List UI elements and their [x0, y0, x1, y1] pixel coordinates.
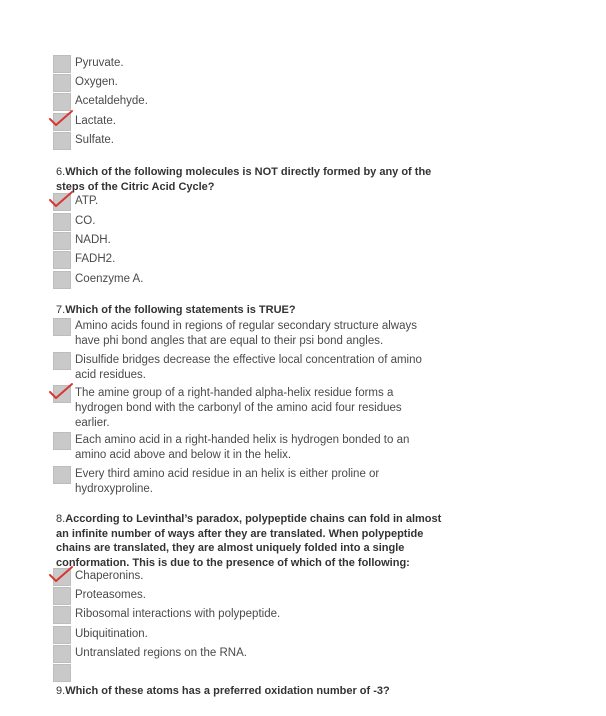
option-label: Proteasomes. [75, 589, 146, 601]
question-text: Which of the following molecules is NOT directly formed by any of the steps of the Citric Acid Cycle? [56, 166, 432, 193]
option-label: Ribosomal interactions with polypeptide. [75, 608, 281, 620]
question-7 [56, 303, 446, 318]
option-label: Ubiquitination. [75, 628, 148, 640]
option-label: Amino acids found in regions of regular secondary structure always have phi bond angles that are equal to their psi bond angles. [75, 320, 417, 347]
question-text: According to Levinthal’s paradox, polypeptide chains can fold in almost an infinite number of ways after they are translated. When polypeptide chains are translated, they are almost uniquely folded into a single conformation. This is due to the presence of which of the following: [56, 513, 442, 569]
question-6 [56, 165, 446, 194]
option-label: NADH. [75, 234, 111, 246]
checkbox[interactable] [53, 466, 71, 484]
question-9 [56, 684, 446, 699]
checkbox[interactable] [53, 645, 71, 663]
checkbox[interactable] [53, 318, 71, 336]
checkmark-icon [48, 109, 74, 127]
option-label: Coenzyme A. [75, 273, 144, 285]
option-label: Acetaldehyde. [75, 95, 148, 107]
option-label: Oxygen. [75, 76, 118, 88]
option-label: Untranslated regions on the RNA. [75, 647, 247, 659]
checkbox[interactable] [53, 664, 71, 682]
option-label: FADH2. [75, 253, 116, 265]
option-label: Sulfate. [75, 134, 114, 146]
option-label: The amine group of a right-handed alpha-helix residue forms a hydrogen bond with the carbonyl of the amino acid four residues earlier. [75, 387, 402, 429]
option-label: CO. [75, 215, 96, 227]
option-label: Every third amino acid residue in an helix is either proline or hydroxyproline. [75, 468, 380, 495]
checkbox[interactable] [53, 232, 71, 250]
option-label: Pyruvate. [75, 57, 124, 69]
checkmark-icon [48, 565, 74, 583]
checkbox[interactable] [53, 626, 71, 644]
option-label: Chaperonins. [75, 570, 144, 582]
checkbox[interactable] [53, 432, 71, 450]
checkbox[interactable] [53, 271, 71, 289]
question-number: 7. [56, 304, 66, 316]
question-text: Which of the following statements is TRUE? [65, 304, 296, 316]
checkbox[interactable] [53, 251, 71, 269]
option-label: Each amino acid in a right-handed helix is hydrogen bonded to an amino acid above and below it in the helix. [75, 434, 410, 461]
question-number: 8. [56, 513, 66, 525]
checkbox[interactable] [53, 55, 71, 73]
question-8 [56, 512, 446, 570]
question-number: 6. [56, 166, 66, 178]
checkbox[interactable] [53, 352, 71, 370]
checkmark-icon [48, 190, 74, 208]
checkbox[interactable] [53, 606, 71, 624]
checkmark-icon [48, 382, 74, 400]
checkbox[interactable] [53, 132, 71, 150]
option-label: Disulfide bridges decrease the effective local concentration of amino acid residues. [75, 354, 422, 381]
checkbox[interactable] [53, 213, 71, 231]
question-text: Which of these atoms has a preferred oxidation number of -3? [65, 685, 390, 697]
question-number: 9. [56, 685, 66, 697]
checkbox[interactable] [53, 74, 71, 92]
checkbox[interactable] [53, 587, 71, 605]
option-label: Lactate. [75, 115, 116, 127]
option-label: ATP. [75, 195, 99, 207]
